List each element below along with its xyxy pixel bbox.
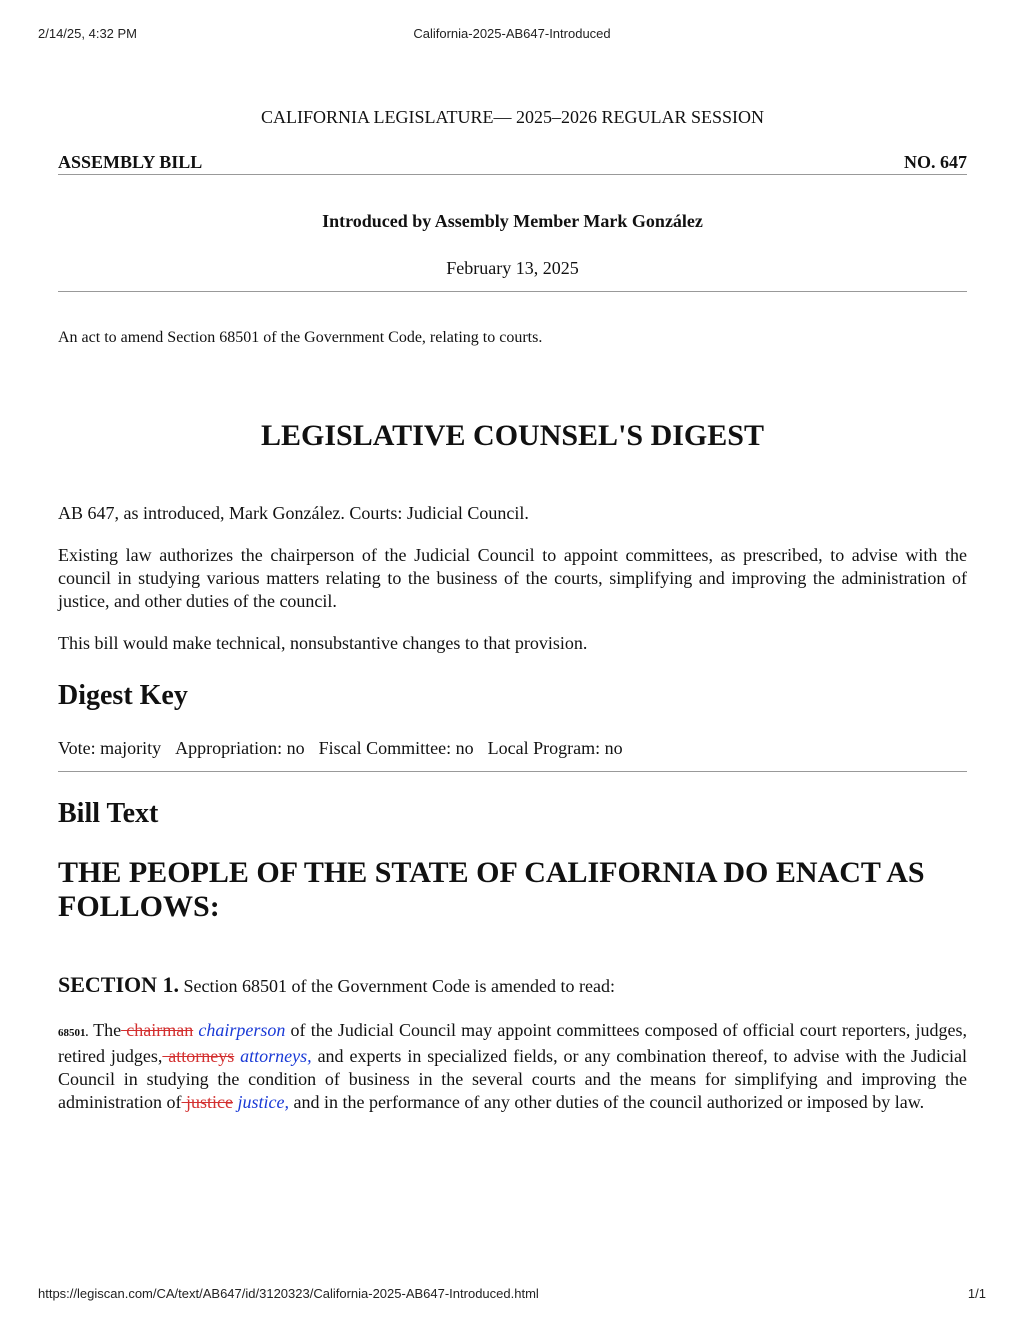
digest-key-local: Local Program: no [487, 738, 623, 758]
session-title: CALIFORNIA LEGISLATURE— 2025–2026 REGULAR SESSION [260, 107, 764, 127]
print-footer [38, 1286, 986, 1302]
digest-title: LEGISLATIVE COUNSEL'S DIGEST [261, 419, 764, 452]
print-header [38, 26, 986, 42]
inserted-text: justice, [237, 1092, 289, 1112]
amended-section-text [58, 1019, 967, 1114]
section-heading [58, 972, 615, 998]
page-number: 1/1 [967, 1286, 986, 1301]
bill-text-title: Bill Text [58, 798, 159, 829]
bill-type: ASSEMBLY BILL [58, 152, 203, 172]
bill-id-row [58, 152, 967, 175]
digest-paragraph: Existing law authorizes the chairperson of the Judicial Council to appoint committees, as prescribed, to advise with the council in studying various matters relating to the business of the courts, simplifying and improving the administration of justice, and other duties of the council. [58, 545, 967, 611]
print-doc-title: California-2025-AB647-Introduced [413, 26, 611, 41]
act-summary: An act to amend Section 68501 of the Government Code, relating to courts. [58, 329, 543, 346]
digest-key-items [58, 738, 637, 759]
digest-key-appropriation: Appropriation: no [175, 738, 305, 758]
digest-paragraph: This bill would make technical, nonsubstantive changes to that provision. [58, 633, 588, 653]
digest-key-title: Digest Key [58, 680, 188, 711]
digest-key-fiscal: Fiscal Committee: no [318, 738, 474, 758]
introduced-date: February 13, 2025 [446, 258, 579, 278]
deleted-text: attorneys [162, 1046, 235, 1066]
divider [58, 291, 967, 292]
inserted-text: chairperson [198, 1020, 286, 1040]
source-url[interactable]: https://legiscan.com/CA/text/AB647/id/3120323/California-2025-AB647-Introduced.html [38, 1286, 539, 1301]
divider [58, 771, 967, 772]
enacting-clause: THE PEOPLE OF THE STATE OF CALIFORNIA DO ENACT AS FOLLOWS: [58, 856, 925, 923]
inserted-text: attorneys, [240, 1046, 312, 1066]
section-text: The [88, 1020, 122, 1040]
bill-number: NO. 647 [904, 152, 967, 172]
amendment-segments [58, 1020, 967, 1112]
digest-key-vote: Vote: majority [58, 738, 162, 758]
code-section-number: 68501. [58, 1027, 89, 1039]
section-label: SECTION 1. [58, 972, 180, 997]
section-text: and experts in specialized fields, or any combination thereof, to advise with the Judicial Council in studying the condition of business in the several courts and the means for simplifying and improving the administration of [58, 1046, 968, 1112]
deleted-text: chairman [121, 1020, 194, 1040]
digest-paragraph: AB 647, as introduced, Mark González. Courts: Judicial Council. [58, 503, 529, 523]
section-text: and in the performance of any other duties of the council authorized or imposed by law. [288, 1092, 925, 1112]
deleted-text: justice [181, 1092, 233, 1112]
print-datetime: 2/14/25, 4:32 PM [38, 26, 138, 41]
introduced-by: Introduced by Assembly Member Mark González [322, 211, 703, 231]
section-text: of the Judicial Council may appoint committees composed of official court reporters, judges, retired judges, [58, 1020, 968, 1066]
section-intro: Section 68501 of the Government Code is amended to read: [183, 976, 615, 996]
